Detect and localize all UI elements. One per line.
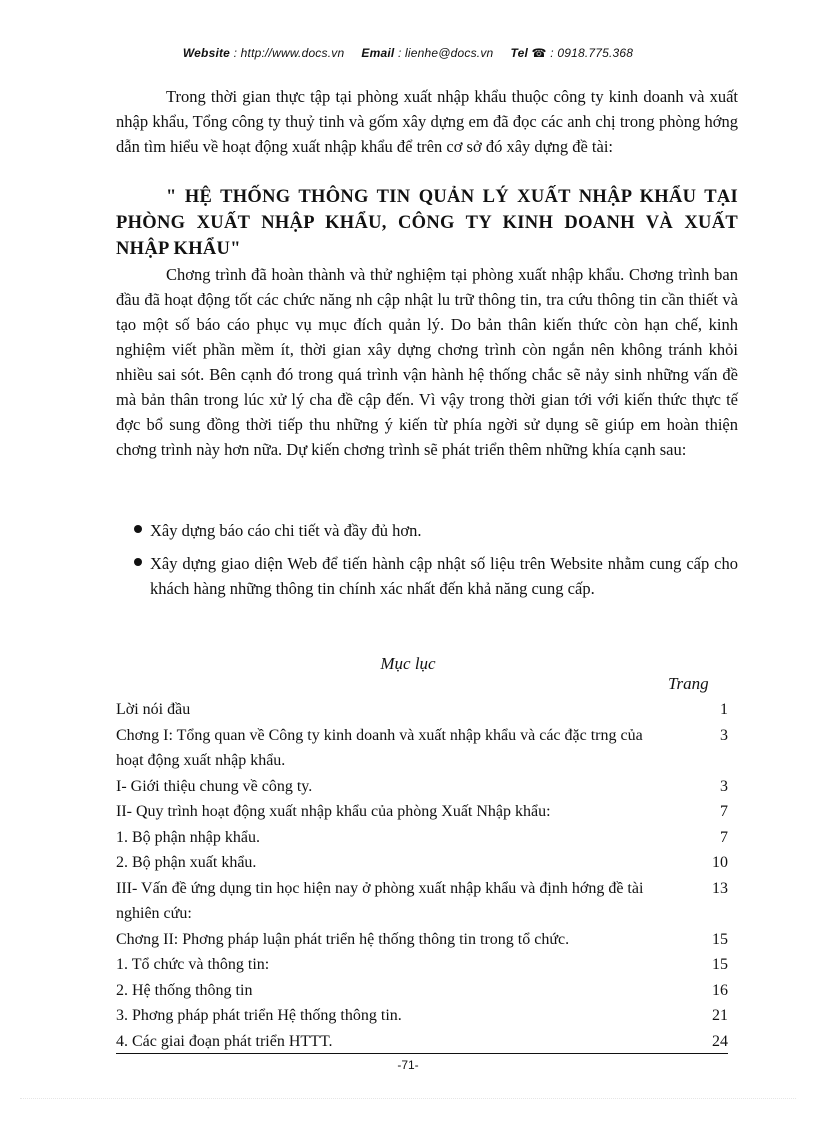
footer-divider xyxy=(116,1053,728,1054)
toc-row xyxy=(116,723,728,774)
toc-row xyxy=(116,697,728,723)
toc-page: 15 xyxy=(712,930,728,948)
toc-page: 3 xyxy=(720,777,728,795)
toc-entry: 4. Các giai đoạn phát triển HTTT. xyxy=(116,1032,333,1050)
toc-entry: 2. Bộ phận xuất khẩu. xyxy=(116,854,257,871)
toc-title: Mục lục xyxy=(380,654,436,673)
page-header xyxy=(0,46,816,60)
toc-entry: Chơng II: Phơng pháp luận phát triển hệ thống thông tin trong tổ chức. xyxy=(116,930,570,948)
toc-row xyxy=(116,825,728,851)
toc-entry: II- Quy trình hoạt động xuất nhập khẩu của phòng Xuất Nhập khẩu: xyxy=(116,803,551,820)
toc-row xyxy=(116,978,728,1004)
bullet-icon xyxy=(134,525,142,533)
intro-paragraph: Trong thời gian thực tập tại phòng xuất nhập khẩu thuộc công ty kinh doanh và xuất nhập khẩu, Tổng công ty thuỷ tinh và gốm xây dựng em đã đọc các anh chị trong phòng hớng dẫn tìm hiểu về hoạt động xuất nhập khẩu để trên cơ sở đó xây dựng đề tài: xyxy=(116,87,738,156)
project-title: " HỆ THỐNG THÔNG TIN QUẢN LÝ XUẤT NHẬP KHẨU TẠI PHÒNG XUẤT NHẬP KHẨU, CÔNG TY KINH DOANH VÀ XUẤT NHẬP KHẨU" xyxy=(116,187,738,259)
page-number: -71- xyxy=(397,1058,419,1072)
table-of-contents xyxy=(116,697,728,1054)
toc-page: 13 xyxy=(712,879,728,897)
toc-page: 1 xyxy=(720,701,728,718)
toc-entry: 1. Tổ chức và thông tin: xyxy=(116,956,270,973)
tel-label: Tel ☎ xyxy=(510,46,547,60)
list-item xyxy=(116,551,738,601)
toc-entry: Lời nói đầu xyxy=(116,701,191,718)
toc-page: 3 xyxy=(720,726,728,744)
toc-page: 7 xyxy=(720,803,728,820)
bullet-icon xyxy=(134,558,142,566)
toc-page: 15 xyxy=(712,956,728,973)
toc-page: 24 xyxy=(712,1032,728,1050)
list-item-text: Xây dựng giao diện Web để tiến hành cập nhật số liệu trên Website nhằm cung cấp cho khách hàng những thông tin chính xác nhất đến khả năng cung cấp. xyxy=(150,554,738,598)
toc-row xyxy=(116,774,728,800)
list-item xyxy=(116,518,738,543)
toc-page-header: Trang xyxy=(668,674,709,693)
toc-row xyxy=(116,1029,728,1055)
toc-row xyxy=(116,1003,728,1029)
toc-row xyxy=(116,927,728,953)
website-label: Website xyxy=(182,46,231,60)
toc-entry: III- Vấn đề ứng dụng tin học hiện nay ở phòng xuất nhập khẩu và định hớng đề tài nghiên cứu: xyxy=(116,879,644,922)
toc-entry: 3. Phơng pháp phát triển Hệ thống thông tin. xyxy=(116,1007,402,1024)
toc-entry: 1. Bộ phận nhập khẩu. xyxy=(116,828,260,846)
tel-value: : 0918.775.368 xyxy=(550,46,634,60)
toc-entry: Chơng I: Tổng quan về Công ty kinh doanh và xuất nhập khẩu và các đặc trng của hoạt động xuất nhập khẩu. xyxy=(116,726,643,769)
toc-page: 16 xyxy=(712,981,728,999)
toc-entry: 2. Hệ thống thông tin xyxy=(116,981,253,999)
toc-row xyxy=(116,799,728,825)
toc-row xyxy=(116,952,728,978)
toc-page: 21 xyxy=(712,1007,728,1024)
toc-entry: I- Giới thiệu chung về công ty. xyxy=(116,777,313,795)
toc-page: 10 xyxy=(712,854,728,871)
email-value: : lienhe@docs.vn xyxy=(397,46,494,60)
feature-list xyxy=(116,518,738,609)
email-label: Email xyxy=(361,46,395,60)
website-value: : http://www.docs.vn xyxy=(233,46,345,60)
list-item-text: Xây dựng báo cáo chi tiết và đầy đủ hơn. xyxy=(150,521,422,540)
toc-row xyxy=(116,876,728,927)
toc-page: 7 xyxy=(720,828,728,846)
body-paragraph: Chơng trình đã hoàn thành và thử nghiệm tại phòng xuất nhập khẩu. Chơng trình ban đầu đã hoạt động tốt các chức năng nh cập nhật lu trữ thông tin, tra cứu thông tin cần thiết và tạo một số báo cáo phục vụ mục đích quản lý. Do bản thân kiến thức còn hạn chế, kinh nghiệm viết phần mềm ít, thời gian xây dựng chơng trình còn ngắn nên không tránh khỏi nhiều sai sót. Bên cạnh đó trong quá trình vận hành hệ thống chắc sẽ nảy sinh những vấn đề mà bản thân trong lúc xử lý cha đề cập đến. Vì vậy trong thời gian tới với kiến thức thực tế đợc bổ sung đồng thời tiếp thu những ý kiến từ phía ngời sử dụng sẽ giúp em hoàn thiện chơng trình này hơn nữa. Dự kiến chơng trình sẽ phát triển thêm những khía cạnh sau: xyxy=(116,265,738,459)
toc-row xyxy=(116,850,728,876)
page-bottom-border xyxy=(20,1098,796,1099)
